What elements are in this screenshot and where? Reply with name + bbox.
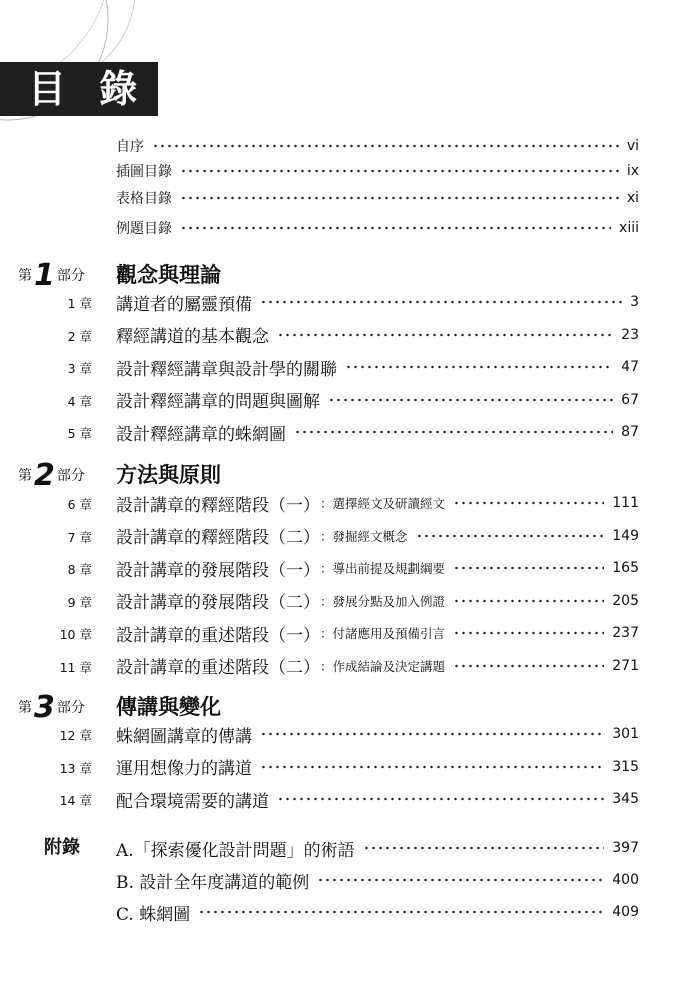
page-number: 67: [621, 391, 639, 408]
toc-entry: [0, 352, 691, 382]
toc-entry: [0, 417, 691, 447]
part-prefix: 第: [18, 468, 32, 484]
page-number: 237: [612, 625, 639, 641]
toc-entry: [0, 488, 691, 518]
toc-entry: [0, 183, 691, 213]
entry-title: 例題目錄: [116, 221, 172, 237]
toc-entry: [0, 719, 691, 749]
entry-title: 設計講章的釋經階段（二）: [116, 528, 320, 548]
dot-leader: [317, 865, 604, 895]
dot-leader: [260, 719, 604, 749]
entry-title: 自序: [116, 139, 144, 155]
appendix-label: 附錄: [44, 837, 80, 858]
chapter-label: 13 章: [59, 760, 92, 776]
entry-title: B. 設計全年度講道的範例: [116, 872, 310, 893]
dot-leader: [294, 417, 613, 447]
page-number: 23: [621, 326, 639, 343]
part-prefix: 第: [18, 268, 32, 284]
page-number: 400: [612, 872, 639, 888]
page-number: 3: [630, 294, 639, 310]
page-number: 111: [612, 495, 639, 511]
entry-title: 運用想像力的講道: [116, 759, 252, 779]
page-number: 205: [612, 592, 639, 609]
chapter-label: 3 章: [67, 361, 92, 376]
dot-leader: [260, 287, 622, 317]
entry-subtitle: ：發掘經文概念: [320, 528, 408, 544]
dot-leader: [180, 213, 611, 243]
entry-title: 蛛網圖講章的傳講: [116, 726, 252, 747]
toc-entry: [0, 752, 691, 782]
page-number: 47: [621, 359, 639, 375]
entry-title: 設計講章的釋經階段（一）: [116, 495, 320, 516]
part-number: 3: [34, 689, 55, 725]
toc-entry: [0, 287, 691, 317]
page-number: 345: [612, 791, 639, 807]
toc-entry: [0, 553, 691, 583]
toc-entry: [0, 618, 691, 648]
entry-title: 配合環境需要的講道: [116, 791, 269, 812]
entry-title: 設計講章的重述階段（二）: [116, 658, 320, 678]
part-prefix: 第: [18, 700, 32, 716]
dot-leader: [277, 784, 604, 814]
entry-title: 設計講章的發展階段（一）: [116, 560, 320, 581]
page-number: ix: [626, 163, 639, 179]
entry-subtitle: ：作成結論及決定講題: [320, 658, 446, 674]
dot-leader: [345, 352, 613, 382]
entry-title: 設計釋經講章的問題與圖解: [116, 392, 320, 412]
toc-entry: [0, 213, 691, 243]
page-title: 目 錄: [28, 67, 148, 111]
part-title: 觀念與理論: [116, 262, 221, 287]
part-suffix: 部分: [56, 468, 85, 484]
toc-entry: [0, 784, 691, 814]
toc-entry: [0, 897, 691, 927]
chapter-label: 14 章: [59, 793, 92, 808]
toc-entry: [0, 156, 691, 186]
part-suffix: 部分: [56, 268, 85, 284]
dot-leader: [180, 183, 619, 213]
page-number: 301: [612, 726, 639, 742]
chapter-label: 5 章: [67, 426, 92, 441]
dot-leader: [453, 586, 604, 616]
page-number: 409: [612, 904, 639, 920]
entry-title: 表格目錄: [116, 191, 172, 207]
chapter-label: 10 章: [59, 627, 92, 642]
entry-title: 設計講章的發展階段（二）: [116, 593, 320, 613]
toc-entry: [0, 320, 691, 350]
entry-title: 釋經講道的基本觀念: [116, 327, 269, 347]
chapter-label: 9 章: [67, 594, 92, 610]
entry-title: 插圖目錄: [116, 164, 172, 180]
entry-subtitle: ：導出前提及規劃綱要: [320, 561, 446, 576]
dot-leader: [416, 521, 605, 551]
entry-title: 設計釋經講章與設計學的關聯: [116, 359, 337, 380]
part-number: 2: [34, 457, 55, 493]
page-number: xi: [626, 190, 639, 206]
entry-title: C. 蛛網圖: [116, 904, 191, 925]
page-number: 397: [612, 840, 639, 856]
toc-entry: [0, 385, 691, 415]
chapter-label: 2 章: [67, 328, 92, 344]
part-number: 1: [34, 257, 55, 293]
part-suffix: 部分: [56, 700, 85, 716]
dot-leader: [363, 833, 605, 863]
dot-leader: [453, 618, 604, 648]
dot-leader: [180, 156, 619, 186]
chapter-label: 4 章: [67, 393, 92, 409]
toc-entry: [0, 833, 691, 863]
chapter-label: 12 章: [59, 728, 92, 743]
dot-leader: [453, 488, 604, 518]
dot-leader: [453, 553, 604, 583]
entry-title: A.「探索優化設計問題」的術語: [116, 840, 355, 861]
page-number: vi: [626, 138, 639, 154]
dot-leader: [328, 385, 613, 415]
page-number: 149: [612, 527, 639, 544]
toc-entry: [0, 521, 691, 551]
entry-title: 設計講章的重述階段（一）: [116, 625, 320, 646]
chapter-label: 6 章: [67, 497, 92, 512]
chapter-label: 7 章: [67, 529, 92, 545]
toc-entry: [0, 651, 691, 681]
page-number: 315: [612, 758, 639, 775]
entry-title: 設計釋經講章的蛛網圖: [116, 424, 286, 445]
page-number: 165: [612, 560, 639, 576]
part-title: 傳講與變化: [116, 694, 221, 719]
entry-title: 講道者的屬靈預備: [116, 294, 252, 315]
page-number: 271: [612, 657, 639, 674]
entry-subtitle: ：發展分點及加入例證: [320, 593, 446, 609]
dot-leader: [198, 897, 604, 927]
entry-subtitle: ：選擇經文及研讀經文: [320, 496, 446, 511]
page-number: xiii: [619, 220, 639, 236]
toc-entry: [0, 865, 691, 895]
toc-entry: [0, 586, 691, 616]
part-title: 方法與原則: [116, 462, 221, 487]
dot-leader: [260, 752, 604, 782]
dot-leader: [453, 651, 604, 681]
page-number: 87: [621, 424, 639, 440]
entry-subtitle: ：付諸應用及預備引言: [320, 626, 446, 641]
chapter-label: 11 章: [59, 659, 92, 675]
dot-leader: [277, 320, 613, 350]
chapter-label: 8 章: [67, 562, 92, 577]
chapter-label: 1 章: [67, 296, 92, 311]
